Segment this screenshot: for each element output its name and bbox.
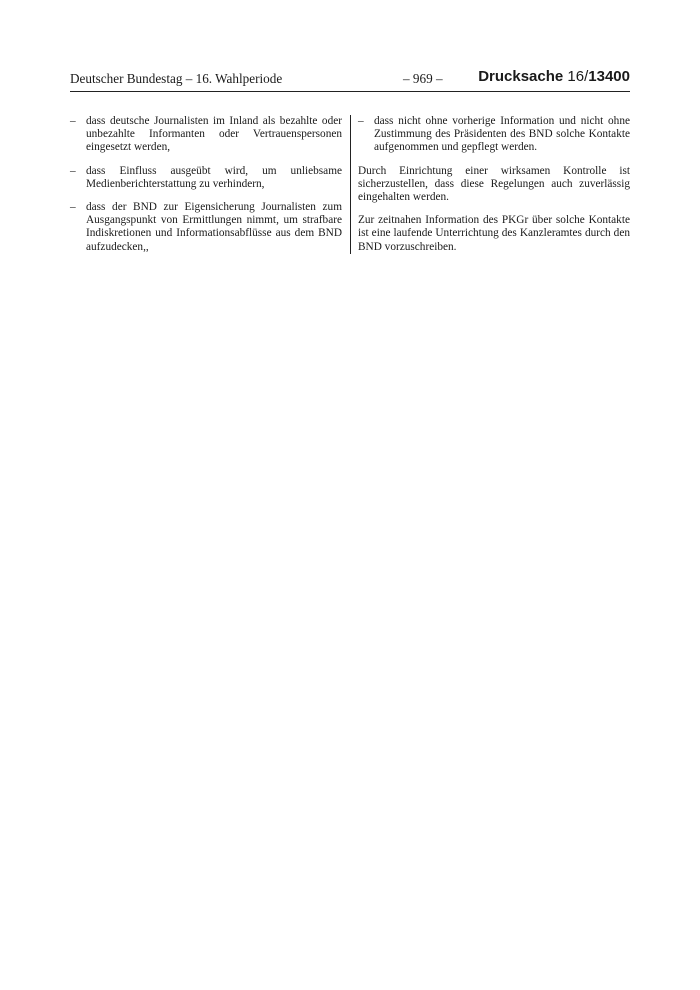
column-divider <box>350 115 351 254</box>
list-item-text: dass deutsche Journalisten im Inland als bezahlte oder unbezahlte Informanten oder Vertrauenspersonen eingesetzt werden, <box>86 115 342 154</box>
list-dash: – <box>70 164 76 177</box>
list-item <box>70 115 342 155</box>
list-item-text: dass nicht ohne vorherige Information und nicht ohne Zustimmung des Präsidenten des BND solche Kontakte aufgenommen und gepflegt werden. <box>374 115 630 154</box>
list-item <box>358 115 630 155</box>
page-number: – 969 – <box>403 71 443 86</box>
list-item <box>70 165 342 191</box>
list-item <box>70 201 342 254</box>
paragraph: Zur zeitnahen Information des PKGr über solche Kontakte ist eine laufende Unterrichtung des Kanzleramtes durch den BND vorzuschreiben. <box>358 214 630 253</box>
left-column <box>70 115 342 264</box>
document-number: 13400 <box>588 68 630 85</box>
document-reference <box>478 68 630 85</box>
paragraph: Durch Einrichtung einer wirksamen Kontrolle ist sicherzustellen, dass diese Regelungen auch zuverlässig eingehalten werden. <box>358 164 630 204</box>
list-item-text: dass Einfluss ausgeübt wird, um unliebsame Medienberichterstattung zu verhindern, <box>86 164 342 190</box>
document-number-prefix: 16/ <box>567 68 589 85</box>
header-publication: Deutscher Bundestag – 16. Wahlperiode <box>70 71 283 86</box>
page-header <box>70 68 630 90</box>
header-rule <box>70 91 630 92</box>
list-dash: – <box>70 201 76 214</box>
right-column <box>358 115 630 264</box>
document-label: Drucksache <box>478 68 564 85</box>
list-item-text: dass der BND zur Eigensicherung Journalisten zum Ausgangspunkt von Ermittlungen nimmt, um strafbare Indiskretionen und Informationsabflüsse aus dem BND aufzudecken,, <box>86 201 342 253</box>
list-dash: – <box>70 115 76 127</box>
list-dash: – <box>358 115 364 127</box>
